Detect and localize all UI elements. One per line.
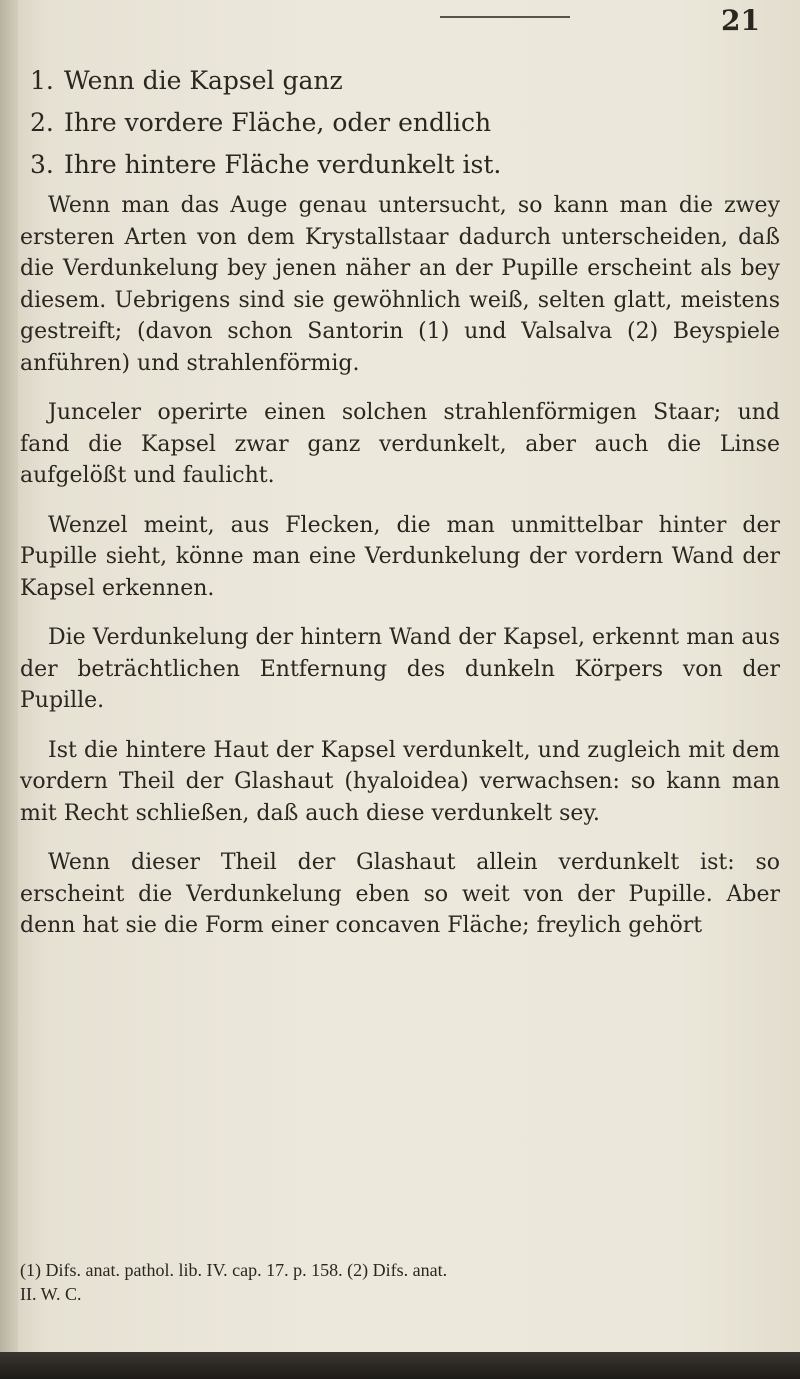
footnotes bbox=[20, 1258, 780, 1306]
body-text bbox=[20, 190, 780, 960]
list-item bbox=[30, 144, 770, 186]
paragraph: Ist die hintere Haut der Kapsel verdunkelt, und zugleich mit dem vordern Theil der Glashaut (hyaloidea) verwachsen: so kann man mit Recht schließen, daß auch diese verdunkelt sey. bbox=[20, 737, 780, 826]
paragraph: Wenzel meint, aus Flecken, die man unmittelbar hinter der Pupille sieht, könne man eine Verdunkelung der vordern Wand der Kapsel erkennen. bbox=[20, 512, 780, 601]
paragraph: Die Verdunkelung der hintern Wand der Kapsel, erkennt man aus der beträchtlichen Entfernung des dunkeln Körpers von der Pupille. bbox=[20, 625, 780, 713]
paragraph: Junceler operirte einen solchen strahlenförmigen Staar; und fand die Kapsel zwar ganz verdunkelt, aber auch die Linse aufgelößt und faulicht. bbox=[20, 400, 780, 488]
footnote-line: (1) Difs. anat. pathol. lib. IV. cap. 17. p. 158. (2) Difs. anat. bbox=[20, 1260, 448, 1280]
list-number: 1. bbox=[30, 66, 54, 95]
page-edge-shadow bbox=[0, 1352, 800, 1379]
header-rule bbox=[440, 16, 570, 18]
page-gutter bbox=[0, 0, 18, 1379]
list-item bbox=[30, 60, 770, 102]
paragraph: Wenn man das Auge genau untersucht, so kann man die zwey ersteren Arten von dem Krystallstaar dadurch unterscheiden, daß die Verdunkelung bey jenen näher an der Pupille erscheint als bey diesem. Uebrigens sind sie gewöhnlich weiß, selten glatt, meistens gestreift; (davon schon Santorin (1) und Valsalva (2) Beyspiele anführen) und strahlenförmig. bbox=[20, 193, 780, 376]
footnote-line: II. W. C. bbox=[20, 1284, 82, 1304]
paragraph: Wenn dieser Theil der Glashaut allein verdunkelt ist: so erscheint die Verdunkelung eben so weit von der Pupille. Aber denn hat sie die Form einer concaven Fläche; freylich gehört bbox=[20, 850, 780, 938]
list-number: 3. bbox=[30, 150, 54, 179]
list-text: Wenn die Kapsel ganz bbox=[64, 66, 343, 95]
list-number: 2. bbox=[30, 108, 54, 137]
list-text: Ihre vordere Fläche, oder endlich bbox=[64, 108, 492, 137]
page-number: 21 bbox=[721, 4, 760, 37]
list-item bbox=[30, 102, 770, 144]
numbered-list bbox=[30, 60, 770, 186]
list-text: Ihre hintere Fläche verdunkelt ist. bbox=[64, 150, 502, 179]
